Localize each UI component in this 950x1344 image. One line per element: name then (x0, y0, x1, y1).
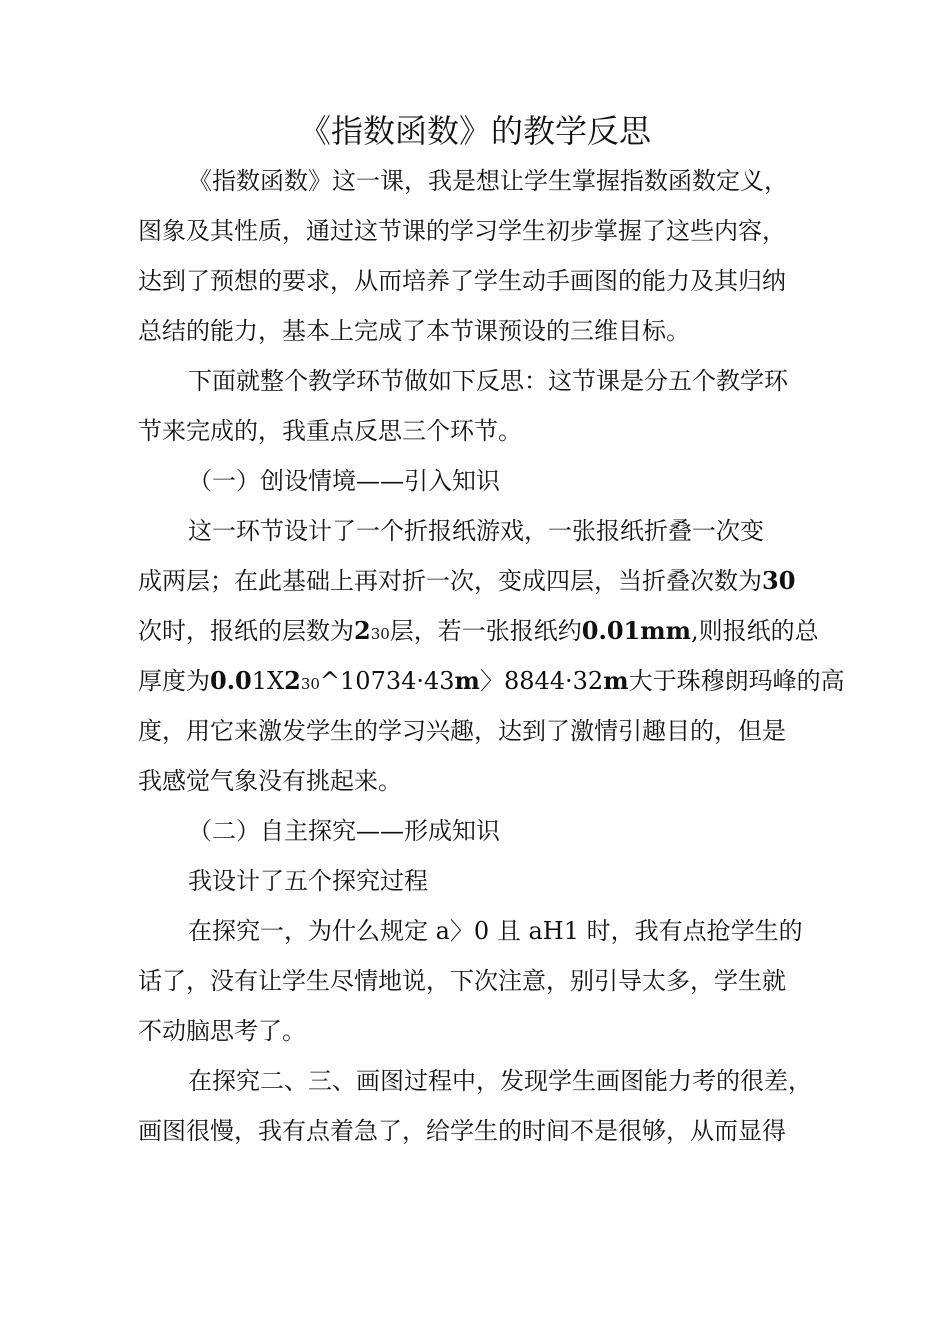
exponent-text: 30 (300, 675, 320, 693)
unit-text: m (603, 666, 629, 695)
paragraph-line: 我感觉气象没有挑起来。 (138, 767, 402, 795)
line-text: 次时，报纸的层数为 (138, 617, 354, 645)
paragraph-line: 节来完成的，我重点反思三个环节。 (138, 417, 522, 445)
line-text: 1X (251, 667, 285, 695)
line-text: 厚度为 (138, 667, 210, 695)
number-text: 2 (354, 616, 371, 645)
paragraph-line (138, 614, 819, 651)
section-heading: （二）自主探究——形成知识 (188, 817, 500, 845)
paragraph-line: 图象及其性质，通过这节课的学习学生初步掌握了这些内容， (138, 217, 786, 245)
number-text: 0.01mm (581, 616, 692, 645)
paragraph-line: 在探究一，为什么规定 a〉0 且 aH1 时，我有点抢学生的 (188, 917, 803, 945)
paragraph-line: 这一环节设计了一个折报纸游戏，一张报纸折叠一次变 (188, 517, 764, 545)
line-text: ^10734·43 (319, 667, 455, 695)
number-text: 2 (284, 666, 301, 695)
line-text: 层，若一张报纸约 (389, 617, 582, 645)
line-text: 成两层；在此基础上再对折一次，变成四层，当折叠次数为 (138, 567, 762, 595)
paragraph-line: 我设计了五个探究过程 (188, 867, 428, 895)
paragraph-line: 度，用它来激发学生的学习兴趣，达到了激情引趣目的，但是 (138, 717, 786, 745)
exponent-text: 30 (370, 625, 390, 643)
line-text: ,则报纸的总 (691, 617, 819, 645)
section-heading: （一）创设情境——引入知识 (188, 467, 500, 495)
line-text: 大于珠穆朗玛峰的高 (628, 667, 845, 695)
unit-text: m (454, 666, 480, 695)
paragraph-line (138, 664, 845, 701)
paragraph-line: 下面就整个教学环节做如下反思：这节课是分五个教学环 (188, 367, 788, 395)
paragraph-line: 达到了预想的要求，从而培养了学生动手画图的能力及其归纳 (138, 267, 786, 295)
paragraph-line: 画图很慢，我有点着急了，给学生的时间不是很够，从而显得 (138, 1117, 786, 1145)
paragraph-line: 总结的能力，基本上完成了本节课预设的三维目标。 (138, 317, 690, 345)
paragraph-line: 《指数函数》这一课，我是想让学生掌握指数函数定义， (188, 167, 788, 195)
line-text: 〉8844·32 (479, 667, 604, 695)
paragraph-line: 话了，没有让学生尽情地说，下次注意，别引导太多，学生就 (138, 967, 786, 995)
paragraph-line: 不动脑思考了。 (138, 1017, 306, 1045)
document-title: 《指数函数》的教学反思 (298, 112, 651, 150)
number-text: 0.0 (210, 666, 252, 695)
paragraph-line: 在探究二、三、画图过程中，发现学生画图能力考的很差， (188, 1067, 812, 1095)
number-text: 30 (762, 566, 796, 595)
paragraph-line (138, 564, 795, 598)
